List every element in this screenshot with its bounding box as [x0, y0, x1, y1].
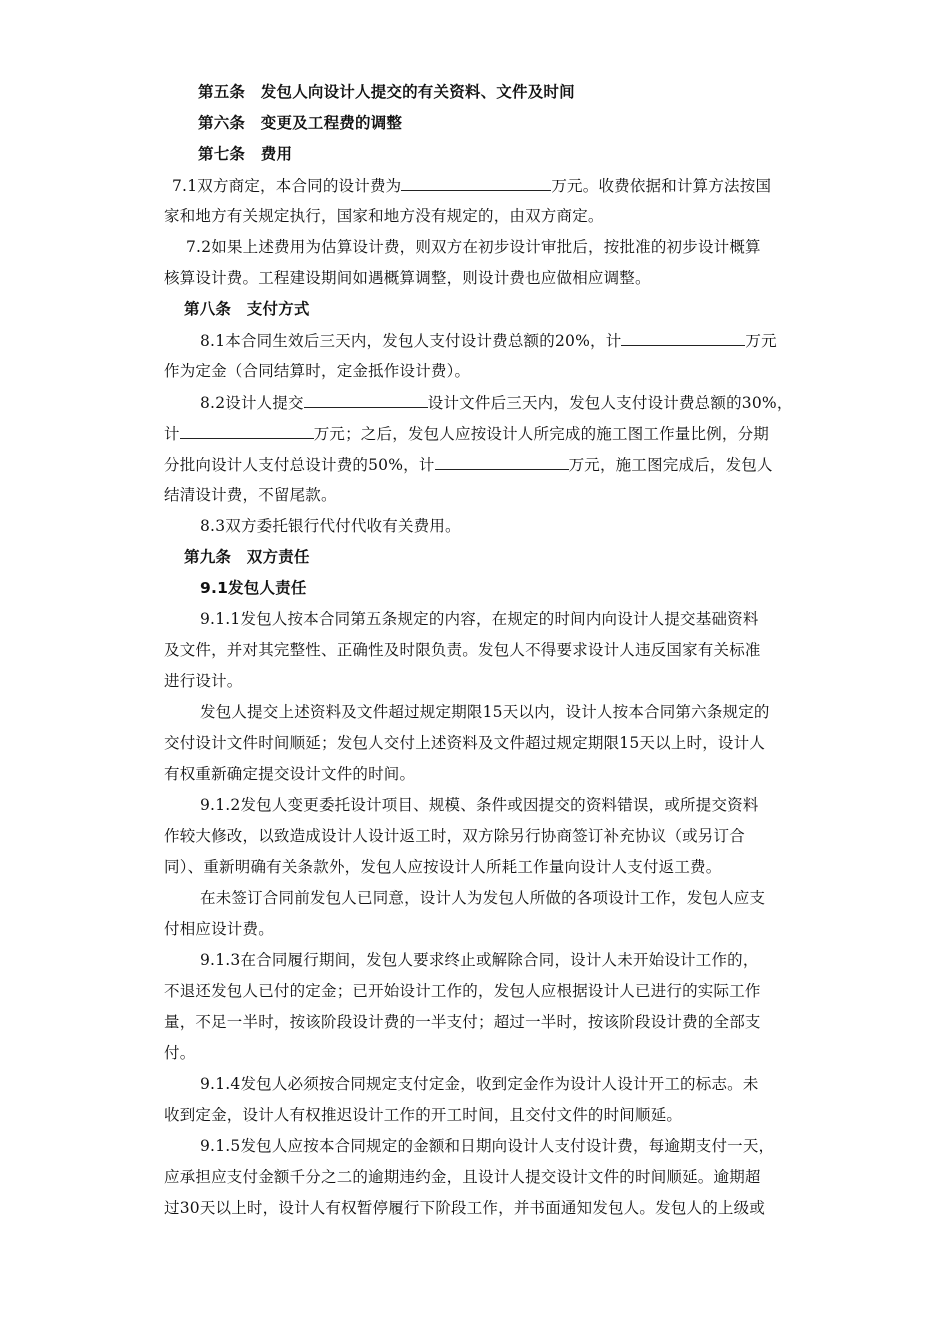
text-segment: 8.1本合同生效后三天内，发包人支付设计费总额的20%，计 — [200, 332, 622, 350]
para-8-2-line-2 — [164, 423, 769, 444]
text-segment: 8.2设计人提交 — [200, 394, 304, 412]
text-segment: 7.1双方商定，本合同的设计费为 — [172, 177, 402, 195]
para-9-1-1-line-3: 进行设计。 — [164, 672, 243, 690]
text-segment: 万元，施工图完成后，发包人 — [568, 456, 773, 474]
para-9-1-2-line-3: 同）、重新明确有关条款外，发包人应按设计人所耗工作量向设计人支付返工费。 — [164, 858, 722, 876]
para-9-1-1-line-5: 交付设计文件时间顺延；发包人交付上述资料及文件超过规定期限15天以上时，设计人 — [164, 734, 766, 752]
para-8-3: 8.3双方委托银行代付代收有关费用。 — [200, 517, 461, 535]
para-9-1-1-line-6: 有权重新确定提交设计文件的时间。 — [164, 765, 416, 783]
para-9-1-2-line-5: 付相应设计费。 — [164, 920, 274, 938]
text-segment: 设计文件后三天内，发包人支付设计费总额的30%， — [427, 394, 793, 412]
text-segment: 万元。收费依据和计算方法按国 — [551, 177, 772, 195]
heading-section-9-1: 9.1发包人责任 — [200, 579, 307, 597]
para-9-1-5-line-2: 应承担应支付金额千分之二的逾期违约金，且设计人提交设计文件的时间顺延。逾期超 — [164, 1168, 761, 1186]
blank-installment-amount — [435, 454, 569, 470]
blank-fee-amount — [401, 175, 551, 191]
blank-second-payment — [180, 423, 314, 439]
para-9-1-3-line-1: 9.1.3在合同履行期间，发包人要求终止或解除合同，设计人未开始设计工作的， — [200, 951, 759, 969]
para-8-1-line-2: 作为定金（合同结算时，定金抵作设计费）。 — [164, 362, 471, 380]
para-8-2-line-1 — [200, 392, 793, 413]
para-8-2-line-4: 结清设计费，不留尾款。 — [164, 486, 337, 504]
para-9-1-4-line-2: 收到定金，设计人有权推迟设计工作的开工时间，且交付文件的时间顺延。 — [164, 1106, 683, 1124]
para-9-1-1-line-1: 9.1.1发包人按本合同第五条规定的内容，在规定的时间内向设计人提交基础资料 — [200, 610, 759, 628]
para-9-1-3-line-2: 不退还发包人已付的定金；已开始设计工作的，发包人应根据设计人已进行的实际工作 — [164, 982, 761, 1000]
text-segment: 万元 — [745, 332, 777, 350]
text-segment: 分批向设计人支付总设计费的50%，计 — [164, 456, 435, 474]
para-9-1-3-line-3: 量，不足一半时，按该阶段设计费的一半支付；超过一半时，按该阶段设计费的全部支 — [164, 1013, 761, 1031]
para-9-1-1-line-4: 发包人提交上述资料及文件超过规定期限15天以内，设计人按本合同第六条规定的 — [200, 703, 770, 721]
para-9-1-3-line-4: 付。 — [164, 1044, 196, 1062]
text-segment: 万元；之后，发包人应按设计人所完成的施工图工作量比例，分期 — [313, 425, 770, 443]
para-7-2-line-1: 7.2如果上述费用为估算设计费，则双方在初步设计审批后，按批准的初步设计概算 — [186, 238, 761, 256]
para-9-1-5-line-3: 过30天以上时，设计人有权暂停履行下阶段工作，并书面通知发包人。发包人的上级或 — [164, 1199, 766, 1217]
blank-deposit-amount — [621, 330, 745, 346]
para-8-2-line-3 — [164, 454, 773, 475]
blank-design-document — [304, 392, 428, 408]
heading-article-5: 第五条 发包人向设计人提交的有关资料、文件及时间 — [198, 83, 575, 101]
para-9-1-4-line-1: 9.1.4发包人必须按合同规定支付定金，收到定金作为设计人设计开工的标志。未 — [200, 1075, 759, 1093]
para-9-1-2-line-1: 9.1.2发包人变更委托设计项目、规模、条件或因提交的资料错误，或所提交资料 — [200, 796, 759, 814]
heading-article-9: 第九条 双方责任 — [184, 548, 310, 566]
para-7-1-line-2: 家和地方有关规定执行，国家和地方没有规定的，由双方商定。 — [164, 207, 604, 225]
para-7-1-line-1 — [172, 175, 771, 196]
heading-article-7: 第七条 费用 — [198, 145, 293, 163]
para-9-1-1-line-2: 及文件，并对其完整性、正确性及时限负责。发包人不得要求设计人违反国家有关标准 — [164, 641, 761, 659]
para-9-1-5-line-1: 9.1.5发包人应按本合同规定的金额和日期向设计人支付设计费，每逾期支付一天， — [200, 1137, 775, 1155]
para-9-1-2-line-4: 在未签订合同前发包人已同意，设计人为发包人所做的各项设计工作，发包人应支 — [200, 889, 766, 907]
text-segment: 计 — [164, 425, 180, 443]
heading-article-6: 第六条 变更及工程费的调整 — [198, 114, 403, 132]
heading-article-8: 第八条 支付方式 — [184, 300, 310, 318]
para-9-1-2-line-2: 作较大修改，以致造成设计人设计返工时，双方除另行协商签订补充协议（或另订合 — [164, 827, 745, 845]
para-8-1-line-1 — [200, 330, 777, 351]
para-7-2-line-2: 核算设计费。工程建设期间如遇概算调整，则设计费也应做相应调整。 — [164, 269, 651, 287]
